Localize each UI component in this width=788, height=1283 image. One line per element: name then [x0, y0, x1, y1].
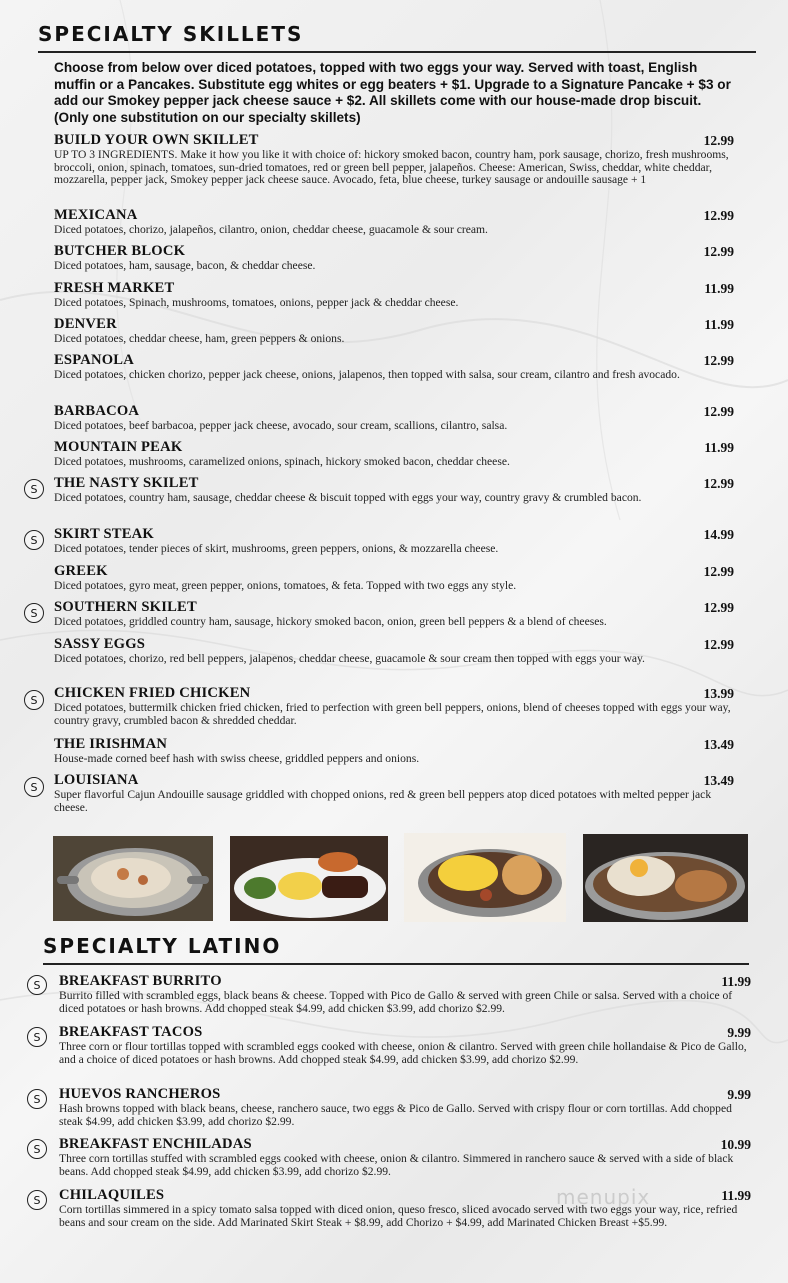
- item-description: Diced potatoes, mushrooms, caramelized onions, spinach, hickory smoked bacon, cheddar cheese.: [54, 455, 510, 468]
- item-price: 12.99: [703, 244, 734, 259]
- menu-item-breakfast-burrito: [59, 973, 751, 1015]
- item-description: Diced potatoes, beef barbacoa, pepper jack cheese, avocado, sour cream, scallions, cilantro, salsa.: [54, 419, 508, 432]
- menu-item-southern-skilet: [54, 599, 734, 629]
- signature-badge-icon: S: [24, 603, 44, 623]
- item-name: SASSY EGGS: [54, 636, 146, 652]
- item-price: 9.99: [727, 1025, 751, 1040]
- item-price: 11.99: [721, 1188, 751, 1203]
- item-price: 12.99: [703, 353, 734, 368]
- item-name: BREAKFAST BURRITO: [59, 973, 222, 989]
- item-name: BREAKFAST ENCHILADAS: [59, 1136, 252, 1152]
- signature-badge-icon: S: [24, 479, 44, 499]
- menu-item-greek: [54, 563, 734, 593]
- item-description: Hash browns topped with black beans, cheese, ranchero sauce, two eggs & Pico de Gallo. Served with crispy flour or corn tortillas. Add chopped steak $4.99, add chicken $3.99, add chorizo $2.99.: [59, 1102, 732, 1128]
- item-description: Diced potatoes, chicken chorizo, pepper jack cheese, onions, jalapenos, then topped with salsa, sour cream, cilantro and fresh avocado.: [54, 368, 680, 381]
- item-price: 13.49: [703, 773, 734, 788]
- menu-item-skirt-steak: [54, 526, 734, 556]
- item-name: SKIRT STEAK: [54, 526, 154, 542]
- item-description: Three corn or flour tortillas topped with scrambled eggs cooked with cheese, onion & cilantro. Served with green chile hollandaise & Pico de Gallo, and a choice of diced potatoes or hash browns. Add chopped steak $4.99, add chicken $3.99, add chorizo $2.99.: [59, 1040, 747, 1066]
- item-price: 12.99: [703, 600, 734, 615]
- item-price: 13.99: [703, 686, 734, 701]
- skillets-title: SPECIALTY SKILLETS: [38, 22, 304, 46]
- item-price: 12.99: [703, 208, 734, 223]
- item-description: House-made corned beef hash with swiss cheese, griddled peppers and onions.: [54, 752, 420, 765]
- menu-item-denver: [54, 316, 734, 346]
- item-name: MOUNTAIN PEAK: [54, 439, 183, 455]
- menu-item-louisiana: [54, 772, 734, 814]
- item-name: THE NASTY SKILET: [54, 475, 199, 491]
- latino-title: SPECIALTY LATINO: [43, 934, 282, 958]
- item-name: ESPANOLA: [54, 352, 134, 368]
- item-name: LOUISIANA: [54, 772, 139, 788]
- item-name: BREAKFAST TACOS: [59, 1024, 203, 1040]
- item-description: Three corn tortillas stuffed with scrambled eggs cooked with cheese, onion & cilantro. Simmered in ranchero sauce & served with a side of black beans. Add chopped steak $4.99, add chicken $3.99, add chorizo $2.99.: [59, 1152, 734, 1178]
- menu-item-irishman: [54, 736, 734, 766]
- signature-badge-icon: S: [27, 1027, 47, 1047]
- item-description: UP TO 3 INGREDIENTS. Make it how you like it with choice of: hickory smoked bacon, country ham, pork sausage, chorizo, fresh mushrooms, broccoli, onion, spinach, tomatoes, sun-dried tomatoes, red or green bell pepper, jalapeños. Cheese: American, Swiss, cheddar, white cheddar, mozzarella, pepper jack, Smokey pepper jack cheese sauce. Avocado, feta, blue cheese, turkey sausage or andouille sausage + 1: [54, 148, 729, 187]
- skillets-rule: [38, 51, 756, 53]
- item-name: THE IRISHMAN: [54, 736, 168, 752]
- menu-item-butcher-block: [54, 243, 734, 273]
- item-price: 10.99: [720, 1137, 751, 1152]
- signature-badge-icon: S: [24, 530, 44, 550]
- food-photo-steak-plate: [230, 836, 388, 921]
- signature-badge-icon: S: [27, 1139, 47, 1159]
- item-description: Diced potatoes, country ham, sausage, cheddar cheese & biscuit topped with eggs your way, country gravy & crumbled bacon.: [54, 491, 642, 504]
- item-name: BARBACOA: [54, 403, 140, 419]
- item-description: Corn tortillas simmered in a spicy tomato salsa topped with diced onion, queso fresco, sliced avocado served with two eggs your way, rice, refried beans and sour cream on the side. Add Marinated Skirt Steak + $8.99, add Chorizo + $4.99, add Marinated Chicken Breast +$5.99.: [59, 1203, 738, 1229]
- signature-badge-icon: S: [27, 1190, 47, 1210]
- item-name: BUTCHER BLOCK: [54, 243, 186, 259]
- item-name: CHICKEN FRIED CHICKEN: [54, 685, 251, 701]
- item-description: Diced potatoes, buttermilk chicken fried chicken, fried to perfection with green bell peppers, onions, blend of cheeses topped with eggs your way, country gravy, crumbled bacon & shredded cheddar.: [54, 701, 731, 727]
- item-price: 11.99: [704, 440, 734, 455]
- item-description: Diced potatoes, ham, sausage, bacon, & cheddar cheese.: [54, 259, 316, 272]
- item-name: GREEK: [54, 563, 108, 579]
- item-price: 14.99: [703, 527, 734, 542]
- menu-item-breakfast-tacos: [59, 1024, 751, 1066]
- item-price: 11.99: [721, 974, 751, 989]
- item-description: Diced potatoes, tender pieces of skirt, mushrooms, green peppers, onions, & mozzarella cheese.: [54, 542, 499, 555]
- item-price: 12.99: [703, 637, 734, 652]
- item-description: Diced potatoes, chorizo, jalapeños, cilantro, onion, cheddar cheese, guacamole & sour cream.: [54, 223, 488, 236]
- menu-item-huevos-rancheros: [59, 1086, 751, 1128]
- latino-rule: [43, 963, 749, 965]
- menu-item-fresh-market: [54, 280, 734, 310]
- item-name: SOUTHERN SKILET: [54, 599, 197, 615]
- food-photo-eggs-biscuit: [404, 833, 566, 922]
- item-price: 13.49: [703, 737, 734, 752]
- menupix-watermark: menupix: [556, 1185, 651, 1209]
- signature-badge-icon: S: [27, 1089, 47, 1109]
- item-name: MEXICANA: [54, 207, 138, 223]
- menu-item-barbacoa: [54, 403, 734, 433]
- item-description: Burrito filled with scrambled eggs, black beans & cheese. Topped with Pico de Gallo & served with green Chile or salsa. Served with a choice of diced potatoes or hash browns. Add chopped steak $4.99, add chicken $3.99, add chorizo $2.99.: [59, 989, 733, 1015]
- signature-badge-icon: S: [27, 975, 47, 995]
- skillets-intro: Choose from below over diced potatoes, topped with two eggs your way. Served with toast, English muffin or a Pancakes. Substitute egg whites or egg beaters + $1. Upgrade to a Signature Pancake + $3 or add our Smokey pepper jack cheese sauce + $2. All skillets come with our house-made drop biscuit. (Only one substitution on our specialty skillets): [54, 60, 731, 125]
- signature-badge-icon: S: [24, 690, 44, 710]
- item-description: Diced potatoes, chorizo, red bell peppers, jalapenos, cheddar cheese, guacamole & sour cream then topped with eggs your way.: [54, 652, 645, 665]
- menu-item-build-your-own: [54, 132, 734, 187]
- item-description: Diced potatoes, Spinach, mushrooms, tomatoes, onions, pepper jack & cheddar cheese.: [54, 296, 459, 309]
- menu-item-breakfast-enchiladas: [59, 1136, 751, 1178]
- menu-item-mountain-peak: [54, 439, 734, 469]
- menu-item-chicken-fried-chicken: [54, 685, 734, 727]
- menu-item-sassy-eggs: [54, 636, 734, 666]
- item-price: 11.99: [704, 281, 734, 296]
- signature-badge-icon: S: [24, 777, 44, 797]
- item-name: FRESH MARKET: [54, 280, 175, 296]
- menu-item-espanola: [54, 352, 734, 382]
- item-name: CHILAQUILES: [59, 1187, 165, 1203]
- item-price: 12.99: [703, 133, 734, 148]
- item-name: DENVER: [54, 316, 117, 332]
- item-price: 12.99: [703, 476, 734, 491]
- item-name: BUILD YOUR OWN SKILLET: [54, 132, 259, 148]
- item-price: 12.99: [703, 404, 734, 419]
- item-price: 11.99: [704, 317, 734, 332]
- item-description: Diced potatoes, cheddar cheese, ham, green peppers & onions.: [54, 332, 345, 345]
- food-photo-skillet-gravy: [53, 836, 213, 921]
- menu-item-nasty-skilet: [54, 475, 734, 505]
- food-photo-biscuit-gravy-skillet: [583, 834, 748, 922]
- menu-item-mexicana: [54, 207, 734, 237]
- item-price: 12.99: [703, 564, 734, 579]
- item-name: HUEVOS RANCHEROS: [59, 1086, 221, 1102]
- item-description: Super flavorful Cajun Andouille sausage griddled with chopped onions, red & green bell peppers atop diced potatoes with melted pepper jack cheese.: [54, 788, 712, 814]
- item-description: Diced potatoes, griddled country ham, sausage, hickory smoked bacon, onion, green bell peppers & a blend of cheeses.: [54, 615, 607, 628]
- item-description: Diced potatoes, gyro meat, green pepper, onions, tomatoes, & feta. Topped with two eggs any style.: [54, 579, 517, 592]
- item-price: 9.99: [727, 1087, 751, 1102]
